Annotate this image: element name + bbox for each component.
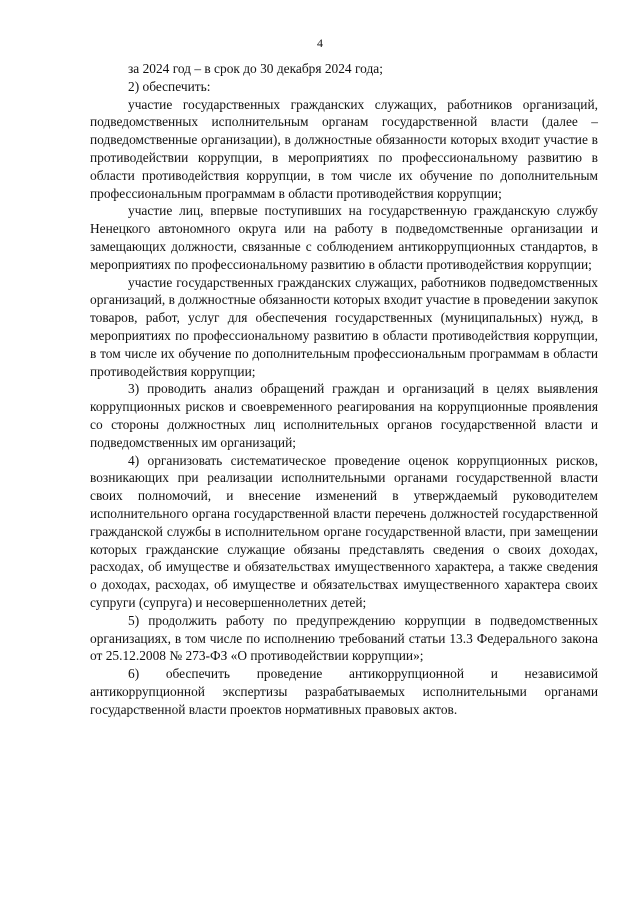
paragraph: участие лиц, впервые поступивших на государственную гражданскую службу Ненецкого автономного округа или на работу в подведомственные организации и замещающих должности, связанные с соблюдением антикоррупционных стандартов, в мероприятиях по профессиональному развитию в области противодействия коррупции;	[90, 203, 598, 272]
paragraph: 5) продолжить работу по предупреждению коррупции в подведомственных организациях, в том числе по исполнению требований статьи 13.3 Федерального закона от 25.12.2008 № 273-ФЗ «О противодействии коррупции»;	[90, 612, 598, 664]
paragraph: 4) организовать систематическое проведение оценок коррупционных рисков, возникающих при реализации исполнительными органами государственной власти своих полномочий, и внесение изменений в утверждаемый руководителем исполнительного органа государственной власти перечень должностей государственной гражданской службы в исполнительном органе государственной власти, при замещении которых гражданские служащие обязаны представлять сведения о своих доходах, расходах, об имуществе и обязательствах имущественного характера, а также сведения о доходах, расходах, об имуществе и обязательствах имущественного характера своих супруги (супруга) и несовершеннолетних детей;	[90, 452, 598, 610]
paragraph: за 2024 год – в срок до 30 декабря 2024 года;	[128, 61, 383, 76]
document-body	[90, 60, 598, 718]
paragraph: 2) обеспечить:	[128, 78, 211, 94]
paragraph: 6) обеспечить проведение антикоррупционной и независимой антикоррупционной экспертизы разрабатываемых исполнительными органами государственной власти проектов нормативных правовых актов.	[90, 666, 598, 717]
paragraph: 3) проводить анализ обращений граждан и организаций в целях выявления коррупционных рисков и своевременного реагирования на коррупционные проявления со стороны должностных лиц исполнительных органов государственной власти и подведомственных им организаций;	[90, 381, 598, 450]
paragraph: участие государственных гражданских служащих, работников организаций, подведомственных исполнительным органам государственной власти (далее – подведомственные организации), в должностные обязанности которых входит участие в противодействии коррупции, в мероприятиях по профессиональному развитию в области противодействия коррупции, в том числе их обучение по дополнительным профессиональным программам в области противодействия коррупции;	[90, 96, 598, 201]
page-number: 4	[317, 36, 323, 50]
paragraph: участие государственных гражданских служащих, работников подведомственных организаций, в должностные обязанности которых входит участие в проведении закупок товаров, работ, услуг для обеспечения государственных (муниципальных) нужд, в мероприятиях по профессиональному развитию в области противодействия коррупции, в том числе их обучение по дополнительным профессиональным программам в области противодействия коррупции;	[90, 274, 598, 379]
